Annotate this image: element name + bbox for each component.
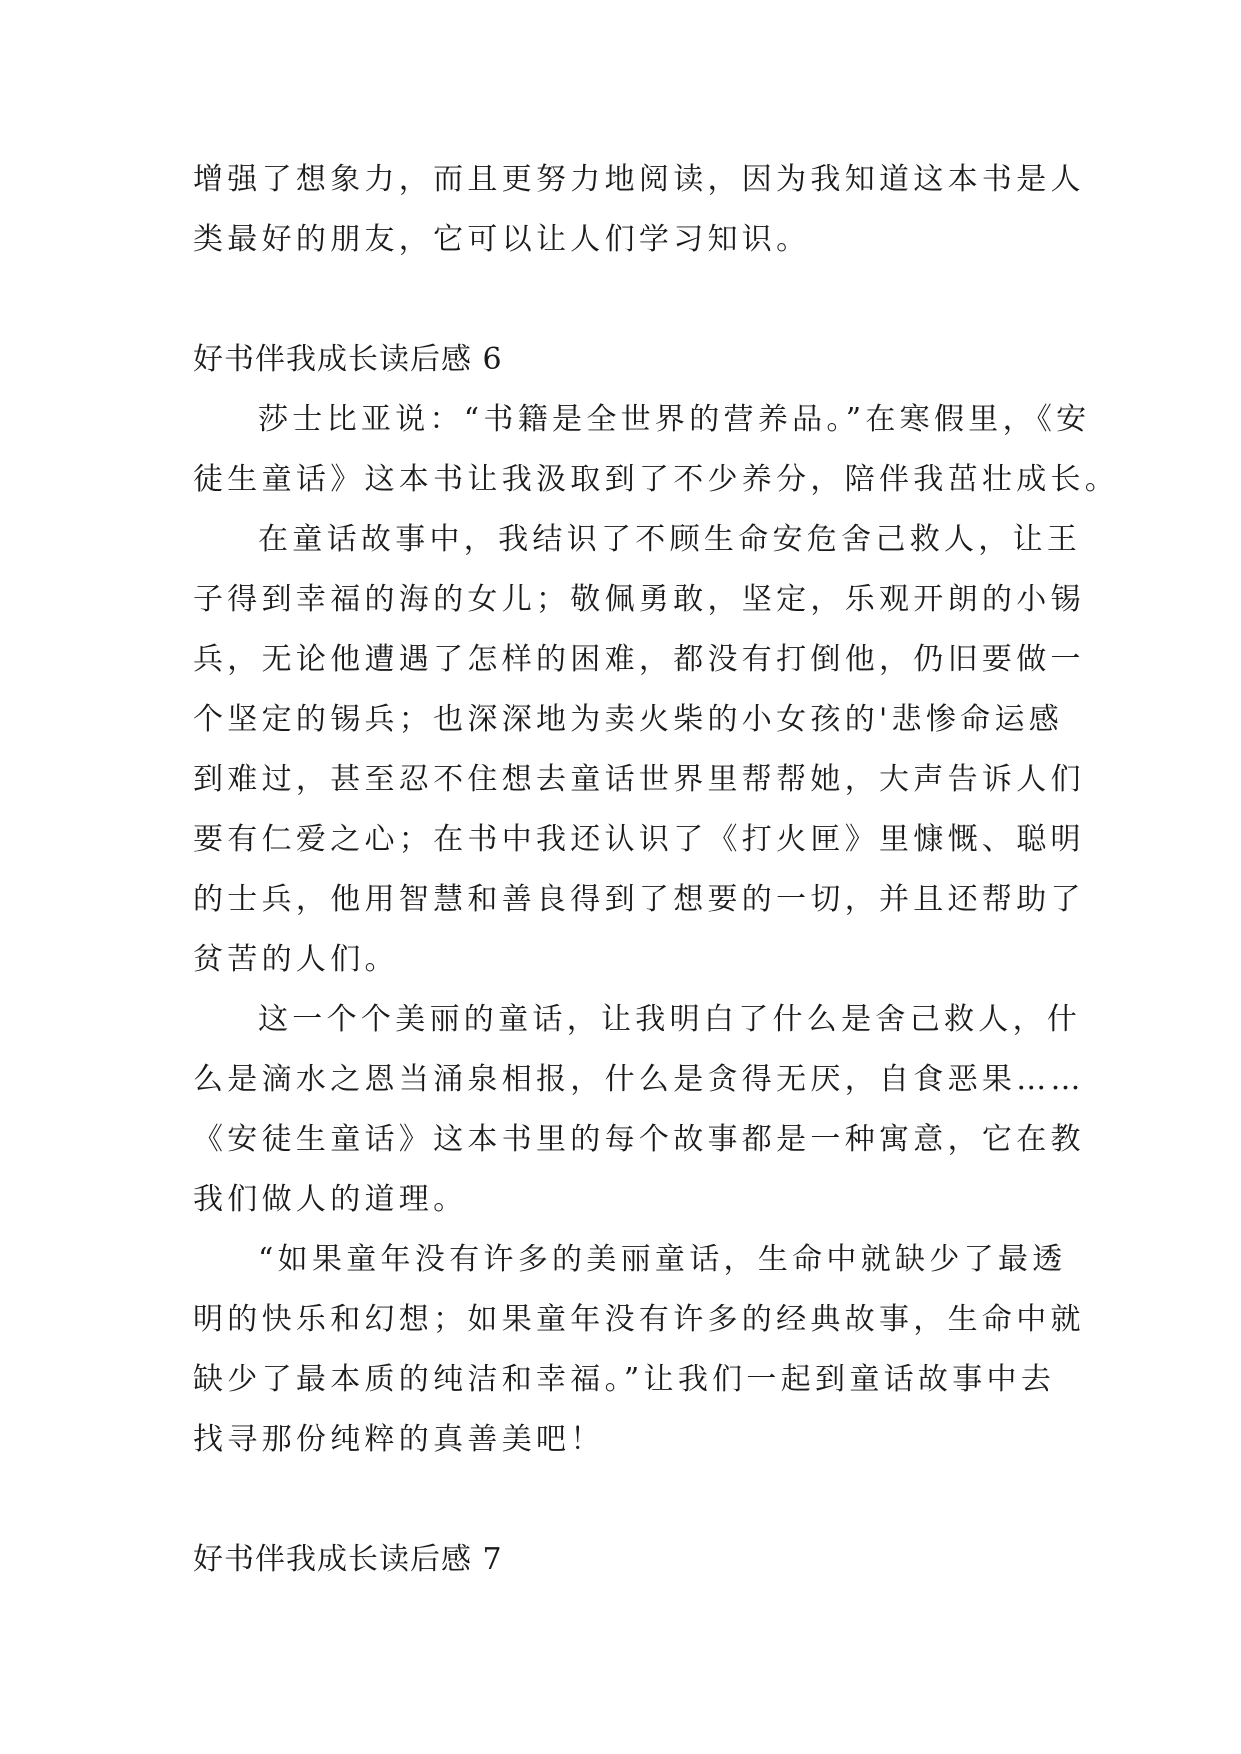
section-heading: 好书伴我成长读后感 7 <box>193 1542 503 1577</box>
paragraph-line: 明的快乐和幻想；如果童年没有许多的经典故事，生命中就 <box>193 1302 1085 1337</box>
paragraph-line: 子得到幸福的海的女儿；敬佩勇敢，坚定，乐观开朗的小锡 <box>193 582 1085 617</box>
paragraph-line: 要有仁爱之心；在书中我还认识了《打火匣》里慷慨、聪明 <box>193 822 1085 857</box>
paragraph-line: 找寻那份纯粹的真善美吧！ <box>193 1422 605 1457</box>
paragraph-line: 莎士比亚说：“书籍是全世界的营养品。”在寒假里，《安 <box>258 402 1091 437</box>
paragraph-line: 这一个个美丽的童话，让我明白了什么是舍己救人，什 <box>258 1002 1082 1037</box>
paragraph-line: 《安徒生童话》这本书里的每个故事都是一种寓意，它在教 <box>193 1122 1085 1157</box>
paragraph-line: “如果童年没有许多的美丽童话，生命中就缺少了最透 <box>258 1242 1067 1277</box>
paragraph-line: 徒生童话》这本书让我汲取到了不少养分，陪伴我茁壮成长。 <box>193 462 1120 497</box>
paragraph-line: 类最好的朋友，它可以让人们学习知识。 <box>193 222 811 257</box>
paragraph-line: 贫苦的人们。 <box>193 942 399 977</box>
paragraph-line: 么是滴水之恩当涌泉相报，什么是贪得无厌，自食恶果…… <box>193 1062 1085 1097</box>
paragraph-line: 的士兵，他用智慧和善良得到了想要的一切，并且还帮助了 <box>193 882 1085 917</box>
paragraph-line: 缺少了最本质的纯洁和幸福。”让我们一起到童话故事中去 <box>193 1362 1056 1397</box>
paragraph-line: 我们做人的道理。 <box>193 1182 468 1217</box>
section-heading: 好书伴我成长读后感 6 <box>193 342 503 377</box>
paragraph-line: 个坚定的锡兵；也深深地为卖火柴的小女孩的'悲惨命运感 <box>193 702 1064 737</box>
paragraph-line: 到难过，甚至忍不住想去童话世界里帮帮她，大声告诉人们 <box>193 762 1085 797</box>
paragraph-line: 增强了想象力，而且更努力地阅读，因为我知道这本书是人 <box>193 162 1085 197</box>
paragraph-line: 兵，无论他遭遇了怎样的困难，都没有打倒他，仍旧要做一 <box>193 642 1085 677</box>
paragraph-line: 在童话故事中，我结识了不顾生命安危舍己救人，让王 <box>258 522 1082 557</box>
